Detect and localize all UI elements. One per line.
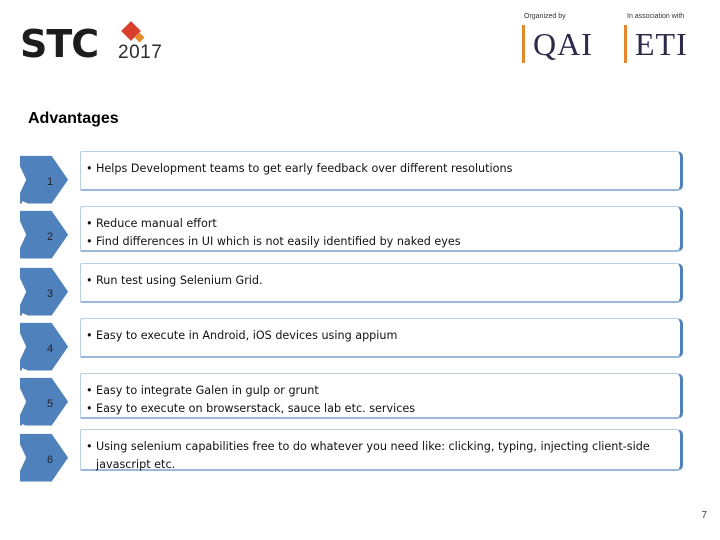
step-6-number: 6 bbox=[46, 454, 54, 466]
eti-logo bbox=[624, 24, 688, 64]
step-1-bullet bbox=[86, 160, 676, 178]
stc-2017-logo bbox=[20, 22, 180, 66]
step-4-bullet bbox=[86, 327, 676, 345]
step-3-bullet bbox=[86, 272, 676, 290]
association-label: In association with bbox=[627, 13, 685, 20]
step-3-box bbox=[80, 263, 683, 303]
bullet-text: Easy to integrate Galen in gulp or grunt bbox=[96, 384, 319, 397]
step-4-number: 4 bbox=[46, 343, 54, 355]
qai-logo-bar bbox=[522, 25, 525, 63]
qai-logo bbox=[522, 24, 593, 64]
bullet-text: Helps Development teams to get early feedback over different resolutions bbox=[96, 162, 513, 175]
eti-logo-text: ETI bbox=[635, 25, 688, 62]
step-6-chevron bbox=[20, 424, 80, 482]
step-5-chevron bbox=[20, 368, 80, 426]
bullet-text: Reduce manual effort bbox=[96, 217, 217, 230]
step-2-bullet bbox=[86, 233, 676, 251]
step-1-box bbox=[80, 151, 683, 191]
step-4-chevron bbox=[20, 313, 80, 371]
bullet-dot-icon: • bbox=[86, 329, 93, 342]
bullet-dot-icon: • bbox=[86, 402, 93, 415]
step-5-bullet bbox=[86, 400, 676, 418]
bullet-dot-icon: • bbox=[86, 274, 93, 287]
step-1-chevron bbox=[20, 146, 80, 204]
step-3-chevron bbox=[20, 258, 80, 316]
step-2-chevron bbox=[20, 201, 80, 259]
stc-logo-text: STC bbox=[20, 22, 99, 66]
page-number: 7 bbox=[701, 510, 707, 521]
qai-logo-text: QAI bbox=[533, 25, 593, 62]
bullet-text: Find differences in UI which is not easily identified by naked eyes bbox=[96, 235, 461, 248]
step-2-bullet bbox=[86, 215, 676, 233]
step-1-number: 1 bbox=[46, 176, 54, 188]
bullet-dot-icon: • bbox=[86, 217, 93, 230]
eti-logo-bar bbox=[624, 25, 627, 63]
bullet-text: Run test using Selenium Grid. bbox=[96, 274, 263, 287]
step-6-bullet bbox=[86, 438, 676, 474]
step-5-box bbox=[80, 373, 683, 419]
step-2-box bbox=[80, 206, 683, 252]
stc-logo-year: 2017 bbox=[118, 42, 163, 63]
step-5-bullet bbox=[86, 382, 676, 400]
bullet-text: Easy to execute in Android, iOS devices using appium bbox=[96, 329, 398, 342]
logo-small-diamond-icon bbox=[135, 33, 145, 43]
step-6-box bbox=[80, 429, 683, 471]
bullet-dot-icon: • bbox=[86, 162, 93, 175]
bullet-dot-icon: • bbox=[86, 384, 93, 397]
step-4-box bbox=[80, 318, 683, 358]
step-3-number: 3 bbox=[46, 288, 54, 300]
bullet-text: Easy to execute on browserstack, sauce lab etc. services bbox=[96, 402, 416, 415]
bullet-dot-icon: • bbox=[86, 235, 93, 248]
bullet-text: Using selenium capabilities free to do whatever you need like: clicking, typing, injecting client-side javascript etc. bbox=[96, 440, 650, 471]
step-2-number: 2 bbox=[46, 231, 54, 243]
step-5-number: 5 bbox=[46, 398, 54, 410]
bullet-dot-icon: • bbox=[86, 440, 93, 453]
organized-by-label: Organized by bbox=[524, 13, 566, 20]
page-title: Advantages bbox=[28, 110, 119, 127]
